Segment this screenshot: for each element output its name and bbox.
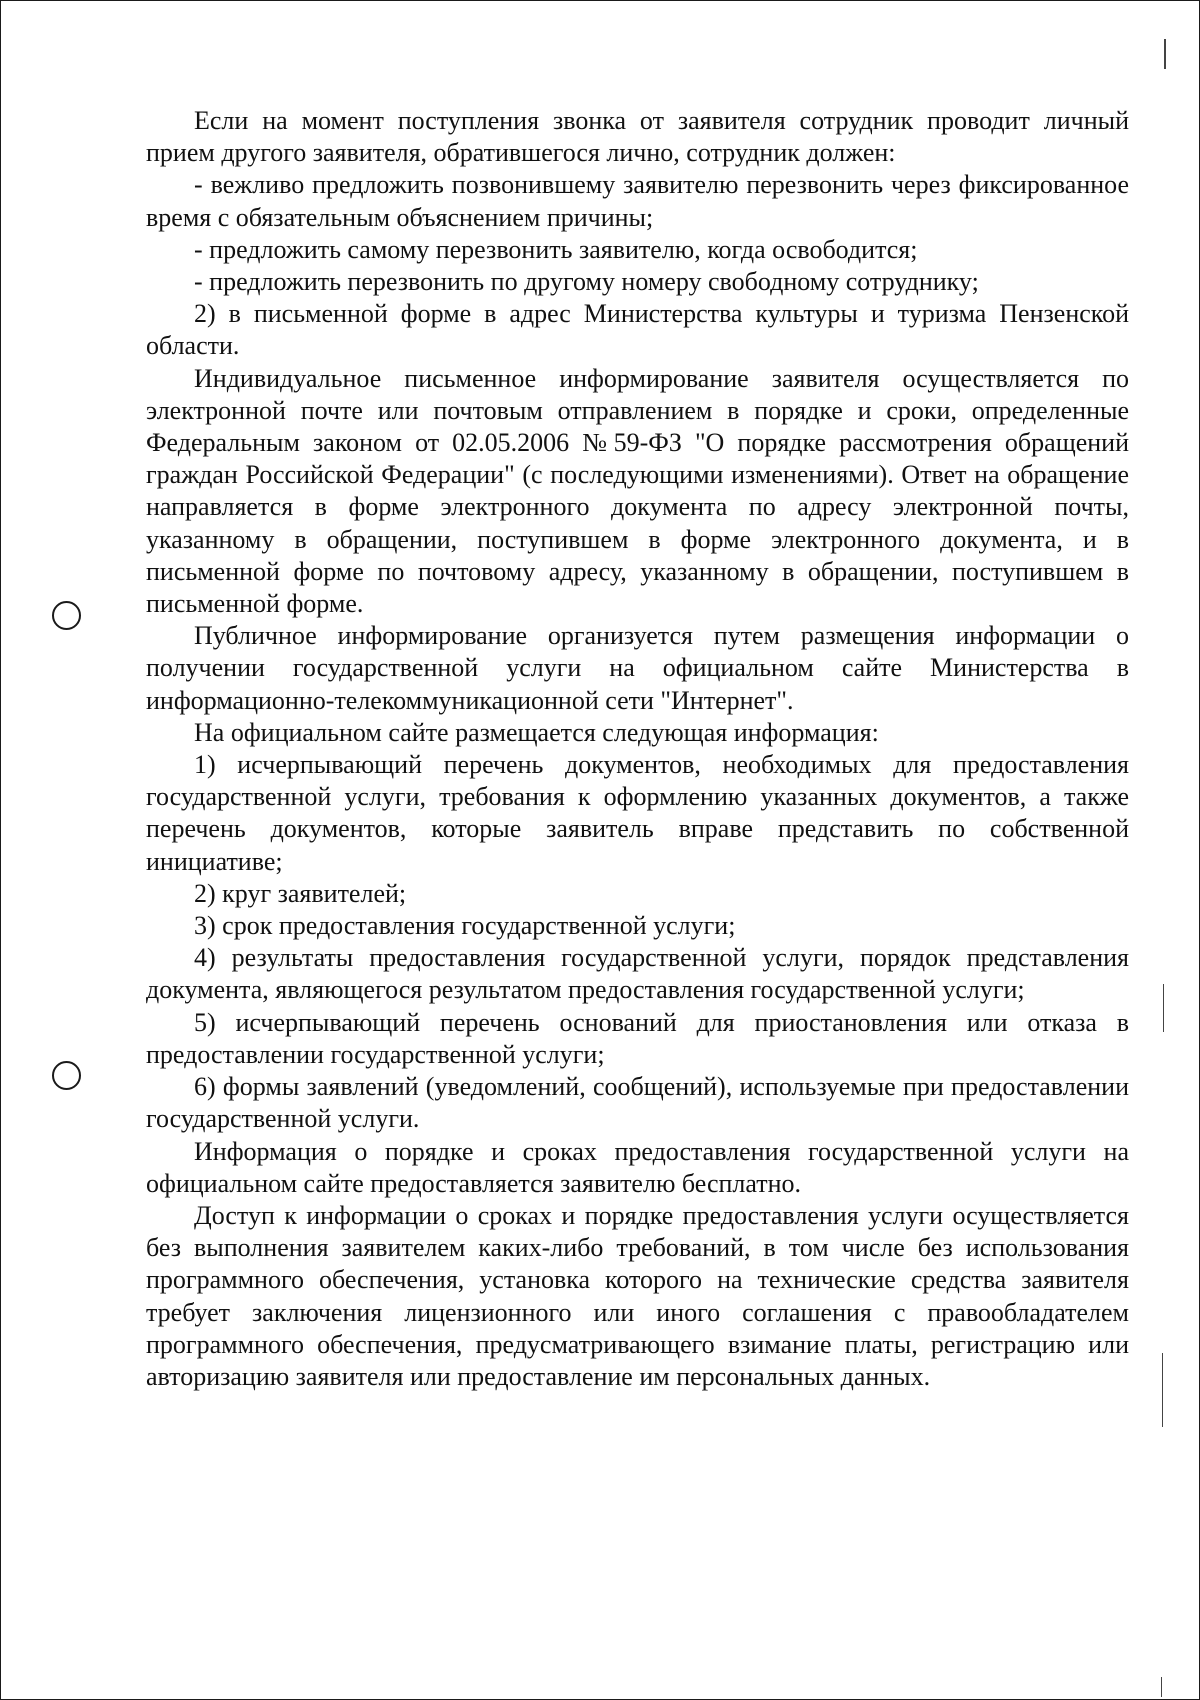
punch-hole-circle <box>52 601 81 630</box>
paragraph-other-number: - предложить перезвонить по другому номеру свободному сотруднику; <box>194 267 979 297</box>
paragraph-access-conditions: Доступ к информации о сроках и порядке предоставления услуги осуществляется без выполнения заявителем каких-либо требований, в том числе без использования программного обеспечения, установка которого на технические средства заявителя требует заключения лицензионного или иного соглашения с правообладателем программного обеспечения, предусматривающего взимание платы, регистрацию или авторизацию заявителя или предоставление им персональных данных. <box>146 1200 1129 1391</box>
scan-artifact-mark <box>1161 1677 1162 1697</box>
list-item-term: 3) срок предоставления государственной услуги; <box>194 911 736 941</box>
paragraph-call-handling: Если на момент поступления звонка от заявителя сотрудник проводит личный прием другого заявителя, обратившегося лично, сотрудник должен: <box>146 106 1129 168</box>
list-item-documents: 1) исчерпывающий перечень документов, необходимых для предоставления государственной услуги, требования к оформлению указанных документов, а также перечень документов, которые заявитель вправе представить по собственной инициативе; <box>146 750 1129 876</box>
paragraph-offer-callback: - вежливо предложить позвонившему заявителю перезвонить через фиксированное время с обязательным объяснением причины; <box>146 170 1129 232</box>
list-item-forms: 6) формы заявлений (уведомлений, сообщений), используемые при предоставлении государственной услуги. <box>146 1072 1129 1134</box>
punch-hole-circle <box>52 1061 81 1090</box>
scan-artifact-mark <box>1163 984 1164 1032</box>
paragraph-public-informing: Публичное информирование организуется путем размещения информации о получении государственной услуги на официальном сайте Министерства в информационно-телекоммуникационной сети "Интернет". <box>146 621 1129 715</box>
paragraph-free-of-charge: Информация о порядке и сроках предоставления государственной услуги на официальном сайте предоставляется заявителю бесплатно. <box>146 1136 1129 1198</box>
paragraph-self-callback: - предложить самому перезвонить заявителю, когда освободится; <box>194 234 918 264</box>
list-item-results: 4) результаты предоставления государственной услуги, порядок представления документа, являющегося результатом предоставления государственной услуги; <box>146 943 1129 1005</box>
list-item-refusal-grounds: 5) исчерпывающий перечень оснований для приостановления или отказа в предоставлении государственной услуги; <box>146 1007 1129 1069</box>
paragraph-individual-informing: Индивидуальное письменное информирование заявителя осуществляется по электронной почте или почтовым отправлением в порядке и сроки, определенные Федеральным законом от 02.05.2006 №59-ФЗ "О порядке рассмотрения обращений граждан Российской Федерации" (с последующими изменениями). Ответ на обращение направляется в форме электронного документа по адресу электронной почты, указанному в обращении, поступившем в форме электронного документа, и в письменной форме по почтовому адресу, указанному в обращении, поступившем в письменной форме. <box>146 363 1129 619</box>
paragraph-site-info-intro: На официальном сайте размещается следующая информация: <box>194 717 879 747</box>
paragraph-written-form: 2) в письменной форме в адрес Министерства культуры и туризма Пензенской области. <box>146 299 1129 361</box>
document-body <box>146 105 1129 1393</box>
scan-artifact-mark <box>1164 39 1166 69</box>
list-item-applicants: 2) круг заявителей; <box>194 878 407 908</box>
scan-artifact-mark <box>1162 1353 1163 1427</box>
